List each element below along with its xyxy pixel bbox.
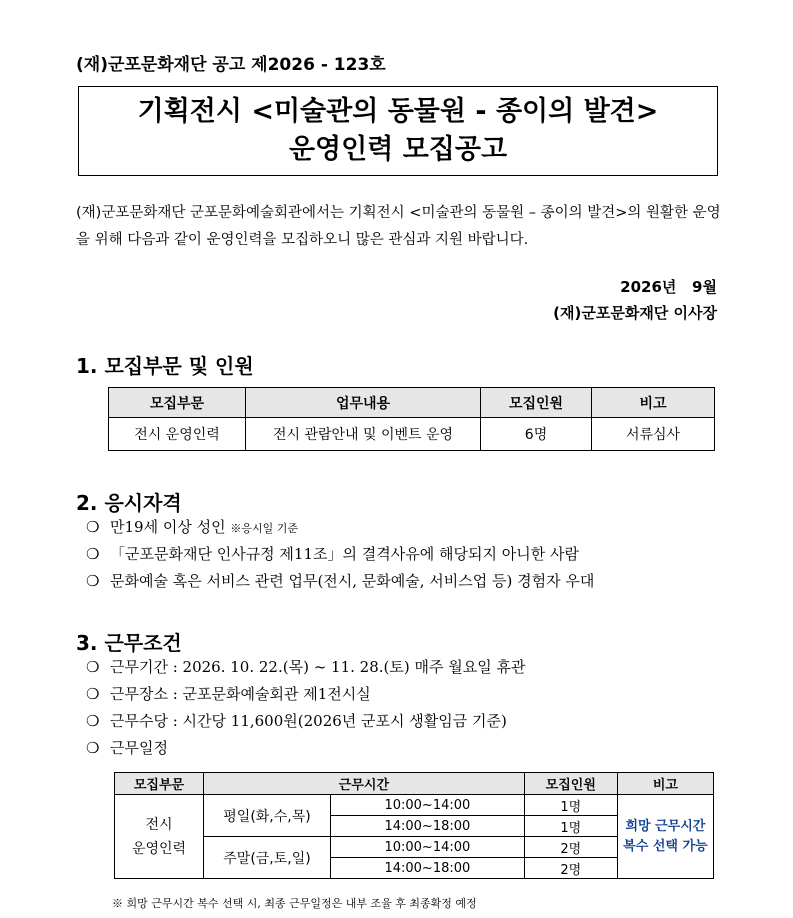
table-row bbox=[115, 795, 714, 816]
section-title-qualification: 2. 응시자격 bbox=[76, 491, 182, 515]
qualification-list bbox=[86, 514, 594, 595]
circle-bullet-icon: ❍ bbox=[86, 685, 100, 703]
remark-cell: 희망 근무시간 복수 선택 가능 bbox=[617, 795, 713, 879]
table-row bbox=[109, 418, 715, 451]
intro-paragraph: (재)군포문화재단 군포문화예술회관에서는 기획전시 <미술관의 동물원 – 종이의 발견>의 원활한 운영을 위해 다음과 같이 운영인력을 모집하오니 많은 관심과 지원 바랍니다. bbox=[76, 205, 721, 248]
note: ※응시일 기준 bbox=[230, 522, 298, 535]
division-cell: 전시 운영인력 bbox=[115, 795, 204, 879]
list-item: ❍ 근무장소 : 군포문화예술회관 제1전시실 bbox=[86, 681, 525, 708]
list-item: ❍ 만19세 이상 성인 ※응시일 기준 bbox=[86, 514, 594, 541]
weekday-cell: 평일(화,수,목) bbox=[204, 795, 331, 837]
footnote: ※ 희망 근무시간 복수 선택 시, 최종 근무일정은 내부 조율 후 최종확정 예정 bbox=[112, 897, 477, 910]
circle-bullet-icon: ❍ bbox=[86, 518, 100, 536]
issuer: (재)군포문화재단 이사장 bbox=[553, 304, 717, 322]
time-cell: 10:00~14:00 bbox=[331, 837, 525, 858]
list-item: ❍ 문화예술 혹은 서비스 관련 업무(전시, 문화예술, 서비스업 등) 경험자 우대 bbox=[86, 568, 594, 595]
table-header: 모집인원 bbox=[481, 388, 592, 418]
table-header: 근무시간 bbox=[204, 773, 525, 795]
circle-bullet-icon: ❍ bbox=[86, 658, 100, 676]
list-item: ❍ 근무기간 : 2026. 10. 22.(목) ~ 11. 28.(토) 매주 월요일 휴관 bbox=[86, 654, 525, 681]
title-box bbox=[78, 86, 718, 176]
table-header: 업무내용 bbox=[246, 388, 481, 418]
count-cell: 2명 bbox=[524, 837, 617, 858]
table-header: 모집인원 bbox=[524, 773, 617, 795]
section-title-recruitment: 1. 모집부문 및 인원 bbox=[76, 354, 254, 378]
circle-bullet-icon: ❍ bbox=[86, 572, 100, 590]
list-item: ❍ 근무일정 bbox=[86, 735, 525, 762]
section-title-conditions: 3. 근무조건 bbox=[76, 631, 182, 655]
weekend-cell: 주말(금,토,일) bbox=[204, 837, 331, 879]
table-cell: 6명 bbox=[481, 418, 592, 451]
table-header: 모집부문 bbox=[109, 388, 246, 418]
time-cell: 10:00~14:00 bbox=[331, 795, 525, 816]
list-item: ❍ 근무수당 : 시간당 11,600원(2026년 군포시 생활임금 기준) bbox=[86, 708, 525, 735]
conditions-list bbox=[86, 654, 525, 762]
table-cell: 서류심사 bbox=[592, 418, 715, 451]
count-cell: 1명 bbox=[524, 816, 617, 837]
table-cell: 전시 운영인력 bbox=[109, 418, 246, 451]
schedule-table bbox=[114, 772, 714, 879]
time-cell: 14:00~18:00 bbox=[331, 816, 525, 837]
notice-date: 2026년 9월 bbox=[620, 278, 717, 296]
table-cell: 전시 관람안내 및 이벤트 운영 bbox=[246, 418, 481, 451]
table-header: 비고 bbox=[592, 388, 715, 418]
circle-bullet-icon: ❍ bbox=[86, 712, 100, 730]
notice-number: (재)군포문화재단 공고 제2026 - 123호 bbox=[76, 55, 386, 75]
time-cell: 14:00~18:00 bbox=[331, 858, 525, 879]
table-header: 모집부문 bbox=[115, 773, 204, 795]
page-title: 기획전시 <미술관의 동물원 - 종이의 발견> bbox=[137, 96, 659, 127]
count-cell: 2명 bbox=[524, 858, 617, 879]
count-cell: 1명 bbox=[524, 795, 617, 816]
recruitment-table bbox=[108, 387, 715, 451]
circle-bullet-icon: ❍ bbox=[86, 739, 100, 757]
table-header: 비고 bbox=[617, 773, 713, 795]
list-item: ❍ 「군포문화재단 인사규정 제11조」의 결격사유에 해당되지 아니한 사람 bbox=[86, 541, 594, 568]
circle-bullet-icon: ❍ bbox=[86, 545, 100, 563]
page-subtitle: 운영인력 모집공고 bbox=[288, 134, 508, 165]
